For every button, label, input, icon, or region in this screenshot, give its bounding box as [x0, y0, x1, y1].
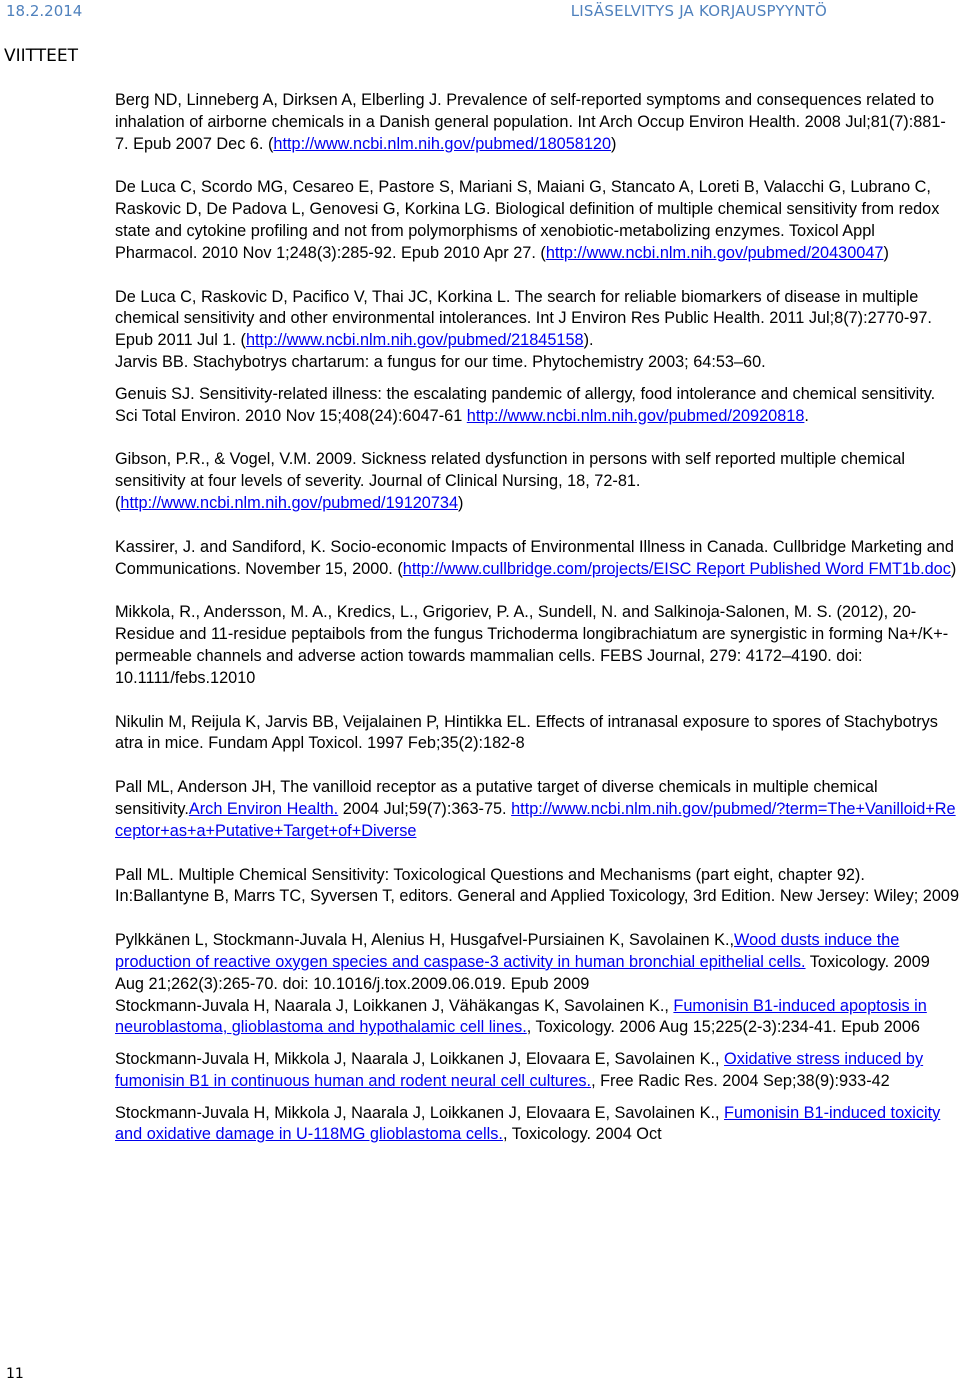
reference-link[interactable]: http://www.ncbi.nlm.nih.gov/pubmed/20920818: [466, 406, 805, 425]
reference-item: Genuis SJ. Sensitivity-related illness: the escalating pandemic of allergy, food intolerance and chemical sensitivity. Sci Total Environ. 2010 Nov 15;408(24):6047-61 http://www.ncbi.nlm.nih.gov/pubmed/20920818.: [115, 384, 936, 425]
reference-link[interactable]: http://www.ncbi.nlm.nih.gov/pubmed/20430047: [545, 243, 884, 262]
reference-item: Gibson, P.R., & Vogel, V.M. 2009. Sickness related dysfunction in persons with self reported multiple chemical sensitivity at four levels of severity. Journal of Clinical Nursing, 18, 72-81. (http://www.ncbi.nlm.nih.gov/pubmed/19120734): [115, 450, 906, 512]
reference-item: Stockmann-Juvala H, Mikkola J, Naarala J, Loikkanen J, Elovaara E, Savolainen K., Fumonisin B1-induced toxicity and oxidative damage in U-118MG glioblastoma cells., Toxicology. 2004 Oct: [115, 1103, 941, 1144]
reference-item: Pall ML, Anderson JH, The vanilloid receptor as a putative target of diverse chemicals in multiple chemical sensitivity.Arch Environ Health. 2004 Jul;59(7):363-75. http://www.ncbi.nlm.nih.gov/pubmed/?term=The+Vanilloid+Receptor+as+a+Putative+Target+of+Diverse: [115, 778, 956, 840]
reference-link[interactable]: Oxidative stress induced by fumonisin B1 in continuous human and rodent neural cell cultures.: [115, 1050, 924, 1090]
reference-item: Stockmann-Juvala H, Mikkola J, Naarala J, Loikkanen J, Elovaara E, Savolainen K., Oxidative stress induced by fumonisin B1 in continuous human and rodent neural cell cultures., Free Radic Res. 2004 Sep;38(9):933-42: [115, 1050, 924, 1090]
reference-link[interactable]: Fumonisin B1-induced toxicity and oxidative damage in U-118MG glioblastoma cells.: [115, 1103, 941, 1144]
reference-item: Nikulin M, Reijula K, Jarvis BB, Veijalainen P, Hintikka EL. Effects of intranasal exposure to spores of Stachybotrys atra in mice. Fundam Appl Toxicol. 1997 Feb;35(2):182-8: [115, 712, 938, 753]
reference-link[interactable]: http://www.cullbridge.com/projects/EISC Report Published Word FMT1b.doc: [402, 559, 951, 578]
reference-link[interactable]: http://www.ncbi.nlm.nih.gov/pubmed/19120734: [120, 493, 459, 512]
reference-item: De Luca C, Raskovic D, Pacifico V, Thai JC, Korkina L. The search for reliable biomarkers of disease in multiple chemical sensitivity and other environmental intolerances. Int J Environ Res Public Health. 2011 Jul;8(7):2770-97. Epub 2011 Jul 1. (http://www.ncbi.nlm.nih.gov/pubmed/21845158).: [115, 287, 932, 350]
header-title: LISÄSELVITYS JA KORJAUSPYYNTÖ: [570, 2, 827, 20]
reference-list: [115, 90, 959, 1146]
reference-item: Berg ND, Linneberg A, Dirksen A, Elberling J. Prevalence of self-reported symptoms and consequences related to inhalation of airborne chemicals in a Danish general population. Int Arch Occup Environ Health. 2008 Jul;81(7):881-7. Epub 2007 Dec 6. (http://www.ncbi.nlm.nih.gov/pubmed/18058120): [115, 91, 946, 153]
reference-item: Stockmann-Juvala H, Naarala J, Loikkanen J, Vähäkangas K, Savolainen K., Fumonisin B1-induced apoptosis in neuroblastoma, glioblastoma and hypothalamic cell lines., Toxicology. 2006 Aug 15;225(2-3):234-41. Epub 2006: [115, 996, 927, 1037]
header-date: 18.2.2014: [6, 2, 83, 20]
reference-link[interactable]: http://www.ncbi.nlm.nih.gov/pubmed/?term=The+Vanilloid+Receptor+as+a+Putative+Target+of+Diverse: [115, 799, 956, 840]
reference-link[interactable]: http://www.ncbi.nlm.nih.gov/pubmed/18058120: [273, 134, 612, 153]
reference-item: Mikkola, R., Andersson, M. A., Kredics, L., Grigoriev, P. A., Sundell, N. and Salkinoja-Salonen, M. S. (2012), 20-Residue and 11-residue peptaibols from the fungus Trichoderma longibrachiatum are synergistic in forming Na+/K+-permeable channels and adverse action towards mammalian cells. FEBS Journal, 279: 4172–4190. doi: 10.1111/febs.12010: [115, 603, 949, 687]
section-title: VIITTEET: [4, 46, 78, 66]
journal-link[interactable]: Arch Environ Health.: [188, 799, 339, 818]
reference-link[interactable]: Wood dusts induce the production of reactive oxygen species and caspase-3 activity in human bronchial epithelial cells.: [115, 931, 900, 971]
reference-link[interactable]: http://www.ncbi.nlm.nih.gov/pubmed/21845158: [245, 331, 584, 350]
reference-item: Kassirer, J. and Sandiford, K. Socio-economic Impacts of Environmental Illness in Canada. Cullbridge Marketing and Communications. November 15, 2000. (http://www.cullbridge.com/projects/EISC Report Published Word FMT1b.doc): [115, 537, 957, 578]
reference-item: De Luca C, Scordo MG, Cesareo E, Pastore S, Mariani S, Maiani G, Stancato A, Loreti B, Valacchi G, Lubrano C, Raskovic D, De Padova L, Genovesi G, Korkina LG. Biological definition of multiple chemical sensitivity from redox state and cytokine profiling and not from polymorphisms of xenobiotic-metabolizing enzymes. Toxicol Appl Pharmacol. 2010 Nov 1;248(3):285-92. Epub 2010 Apr 27. (http://www.ncbi.nlm.nih.gov/pubmed/20430047): [115, 178, 940, 262]
reference-item: Jarvis BB. Stachybotrys chartarum: a fungus for our time. Phytochemistry 2003; 64:53–60.: [115, 352, 766, 371]
page-number: 11: [6, 1366, 24, 1382]
reference-link[interactable]: Fumonisin B1-induced apoptosis in neuroblastoma, glioblastoma and hypothalamic cell lines.: [115, 996, 927, 1037]
reference-item: Pylkkänen L, Stockmann-Juvala H, Alenius H, Husgafvel-Pursiainen K, Savolainen K.,Wood dusts induce the production of reactive oxygen species and caspase-3 activity in human bronchial epithelial cells. Toxicology. 2009 Aug 21;262(3):265-70. doi: 10.1016/j.tox.2009.06.019. Epub 2009: [115, 931, 930, 993]
reference-item: Pall ML. Multiple Chemical Sensitivity: Toxicological Questions and Mechanisms (part eight, chapter 92). In:Ballantyne B, Marrs TC, Syversen T, editors. General and Applied Toxicology, 3rd Edition. New Jersey: Wiley; 2009: [115, 865, 960, 906]
